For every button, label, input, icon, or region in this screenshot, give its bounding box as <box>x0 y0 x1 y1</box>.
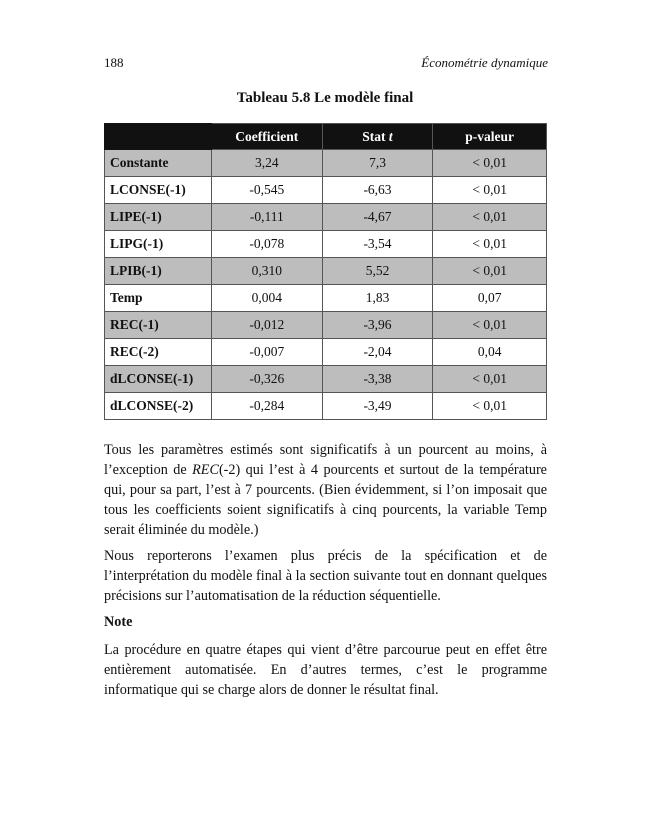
page-number: 188 <box>104 55 124 70</box>
header-coefficient: Coefficient <box>211 124 322 150</box>
coefficient-cell: -0,545 <box>211 177 322 204</box>
stat-t-cell: -3,38 <box>322 366 433 393</box>
table-row <box>105 285 547 312</box>
table-body <box>105 150 547 420</box>
table-row <box>105 177 547 204</box>
stat-t-cell: 1,83 <box>322 285 433 312</box>
stat-t-cell: 5,52 <box>322 258 433 285</box>
table-title: Tableau 5.8 Le modèle final <box>236 90 414 106</box>
coefficient-cell: 0,004 <box>211 285 322 312</box>
p-value-cell: < 0,01 <box>433 366 547 393</box>
note-heading: Note <box>104 614 133 630</box>
row-label: LIPG(-1) <box>105 231 212 258</box>
p-value-cell: < 0,01 <box>433 204 547 231</box>
table-row <box>105 258 547 285</box>
rec-variable: REC <box>192 462 219 478</box>
coefficient-cell: -0,012 <box>211 312 322 339</box>
p-value-cell: < 0,01 <box>433 231 547 258</box>
results-table <box>104 123 547 420</box>
row-label: LCONSE(-1) <box>105 177 212 204</box>
row-label: Temp <box>105 285 212 312</box>
stat-t-cell: -6,63 <box>322 177 433 204</box>
row-label: REC(-1) <box>105 312 212 339</box>
header-t-symbol: t <box>388 128 393 144</box>
p-value-cell: < 0,01 <box>433 177 547 204</box>
paragraph-1-end: (-2) qui l’est à 4 pourcents et surtout de la température qui, pour sa part, l’est à 7 pourcents. (Bien évidemment, si l’on imposait que tous les coefficients soient significatifs à cinq pourcents, la variable Temp serait éliminée du modèle.) <box>104 462 547 538</box>
row-label: REC(-2) <box>105 339 212 366</box>
stat-t-cell: -3,96 <box>322 312 433 339</box>
stat-t-cell: 7,3 <box>322 150 433 177</box>
row-label: dLCONSE(-1) <box>105 366 212 393</box>
table-row <box>105 312 547 339</box>
row-label: LIPE(-1) <box>105 204 212 231</box>
coefficient-cell: -0,111 <box>211 204 322 231</box>
p-value-cell: < 0,01 <box>433 312 547 339</box>
coefficient-cell: -0,078 <box>211 231 322 258</box>
p-value-cell: 0,04 <box>433 339 547 366</box>
p-value-cell: < 0,01 <box>433 150 547 177</box>
header-stat-word: Stat <box>362 128 389 144</box>
header-stat-t <box>322 124 433 150</box>
coefficient-cell: -0,007 <box>211 339 322 366</box>
header-corner <box>105 124 212 150</box>
stat-t-cell: -2,04 <box>322 339 433 366</box>
row-label: Constante <box>105 150 212 177</box>
row-label: dLCONSE(-2) <box>105 393 212 420</box>
paragraph-1 <box>104 440 547 540</box>
table-row <box>105 204 547 231</box>
table-row <box>105 366 547 393</box>
p-value-cell: 0,07 <box>433 285 547 312</box>
stat-t-cell: -3,54 <box>322 231 433 258</box>
table-row <box>105 393 547 420</box>
p-value-cell: < 0,01 <box>433 393 547 420</box>
table-header-row <box>105 124 547 150</box>
coefficient-cell: 3,24 <box>211 150 322 177</box>
coefficient-cell: -0,326 <box>211 366 322 393</box>
running-title: Économétrie dynamique <box>421 55 548 70</box>
table-row <box>105 339 547 366</box>
header-p-value: p-valeur <box>433 124 547 150</box>
paragraph-2: Nous reporterons l’examen plus précis de la spécification et de l’interprétation du modèle final à la section suivante tout en donnant quelques précisions sur l’automatisation de la réduction séquentielle. <box>104 548 547 604</box>
stat-t-cell: -3,49 <box>322 393 433 420</box>
coefficient-cell: -0,284 <box>211 393 322 420</box>
row-label: LPIB(-1) <box>105 258 212 285</box>
table-row <box>105 231 547 258</box>
paragraph-1-start: Tous les paramètres estimés sont significatifs à un pourcent au moins, à l’exception de <box>104 442 547 478</box>
table-row <box>105 150 547 177</box>
stat-t-cell: -4,67 <box>322 204 433 231</box>
paragraph-3: La procédure en quatre étapes qui vient d’être parcourue peut en effet être entièrement automatisée. En d’autres termes, c’est le programme informatique qui se charge alors de donner le résultat final. <box>104 642 547 698</box>
coefficient-cell: 0,310 <box>211 258 322 285</box>
p-value-cell: < 0,01 <box>433 258 547 285</box>
